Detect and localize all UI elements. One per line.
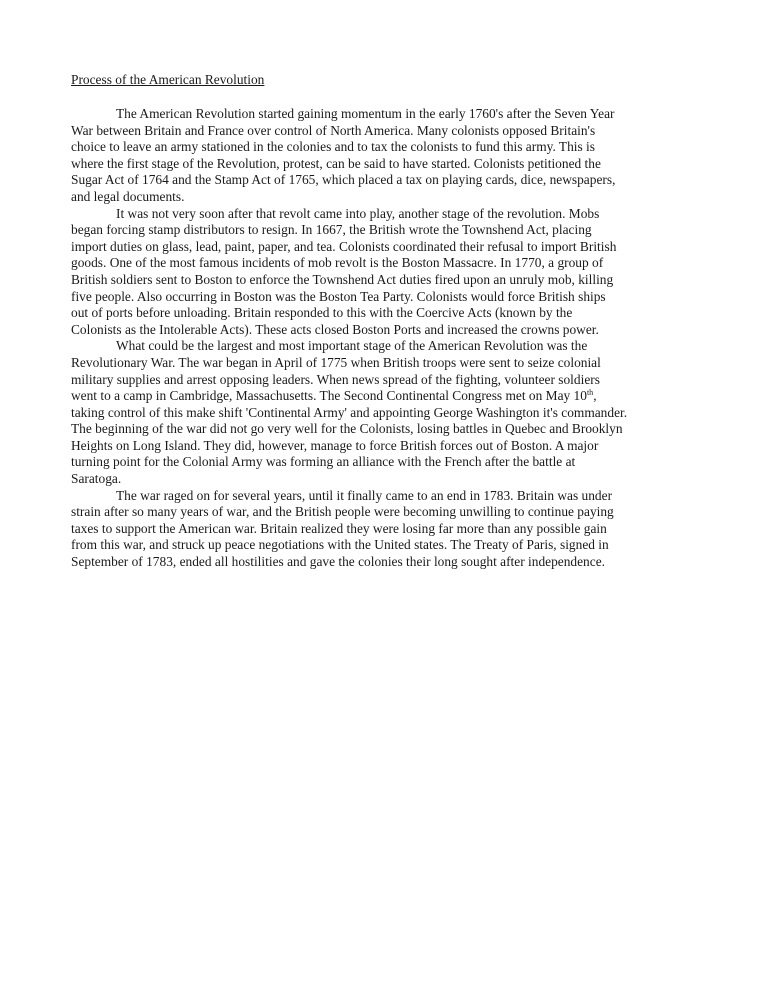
document-body	[71, 106, 697, 571]
text-segment: went to a camp in Cambridge, Massachusetts. The Second Continental Congress met on May 10	[71, 388, 587, 404]
text-line: taking control of this make shift 'Continental Army' and appointing George Washington it's commander.	[71, 404, 628, 420]
text-line: where the first stage of the Revolution, protest, can be said to have started. Colonists petitioned the	[71, 155, 601, 171]
text-segment: ,	[593, 388, 597, 404]
text-line: from this war, and struck up peace negotiations with the United states. The Treaty of Paris, signed in	[71, 537, 609, 553]
text-line: The war raged on for several years, until it finally came to an end in 1783. Britain was under	[116, 487, 613, 503]
text-line: turning point for the Colonial Army was forming an alliance with the French after the battle at	[71, 454, 576, 470]
text-line: import duties on glass, lead, paint, paper, and tea. Colonists coordinated their refusal to import British	[71, 238, 617, 254]
text-line: Colonists as the Intolerable Acts). These acts closed Boston Ports and increased the crowns power.	[71, 321, 599, 337]
text-line: The beginning of the war did not go very well for the Colonists, losing battles in Quebec and Brooklyn	[71, 421, 623, 437]
text-line: Sugar Act of 1764 and the Stamp Act of 1765, which placed a tax on playing cards, dice, newspapers,	[71, 172, 616, 188]
text-line-with-superscript	[71, 388, 697, 405]
text-line: choice to leave an army stationed in the colonies and to tax the colonists to fund this army. This is	[71, 139, 595, 155]
text-line: War between Britain and France over control of North America. Many colonists opposed Britain's	[71, 122, 596, 138]
text-line: out of ports before unloading. Britain responded to this with the Coercive Acts (known by the	[71, 305, 573, 321]
text-line: goods. One of the most famous incidents of mob revolt is the Boston Massacre. In 1770, a group of	[71, 255, 604, 271]
text-line: What could be the largest and most important stage of the American Revolution was the	[116, 338, 588, 354]
superscript-ordinal: th	[586, 388, 594, 398]
text-line: The American Revolution started gaining momentum in the early 1760's after the Seven Year	[116, 106, 615, 121]
text-line: began forcing stamp distributors to resign. In 1667, the British wrote the Townshend Act, placing	[71, 222, 592, 238]
text-line: It was not very soon after that revolt came into play, another stage of the revolution. Mobs	[116, 205, 600, 221]
text-line: Revolutionary War. The war began in April of 1775 when British troops were sent to seize colonial	[71, 354, 601, 370]
text-line: strain after so many years of war, and the British people were becoming unwilling to continue paying	[71, 504, 614, 520]
document-title: Process of the American Revolution	[71, 72, 265, 87]
text-line: Saratoga.	[71, 471, 122, 487]
text-line: taxes to support the American war. Britain realized they were losing far more than any possible gain	[71, 520, 607, 536]
text-line: military supplies and arrest opposing leaders. When news spread of the fighting, volunteer soldiers	[71, 371, 600, 387]
text-line: and legal documents.	[71, 188, 185, 204]
text-line: Heights on Long Island. They did, however, manage to force British forces out of Boston. A major	[71, 437, 599, 453]
text-line: British soldiers sent to Boston to enforce the Townshend Act duties fired upon an unruly mob, killing	[71, 271, 614, 287]
text-line: September of 1783, ended all hostilities and gave the colonies their long sought after independence.	[71, 554, 605, 570]
text-line: five people. Also occurring in Boston was the Boston Tea Party. Colonists would force British ships	[71, 288, 606, 304]
